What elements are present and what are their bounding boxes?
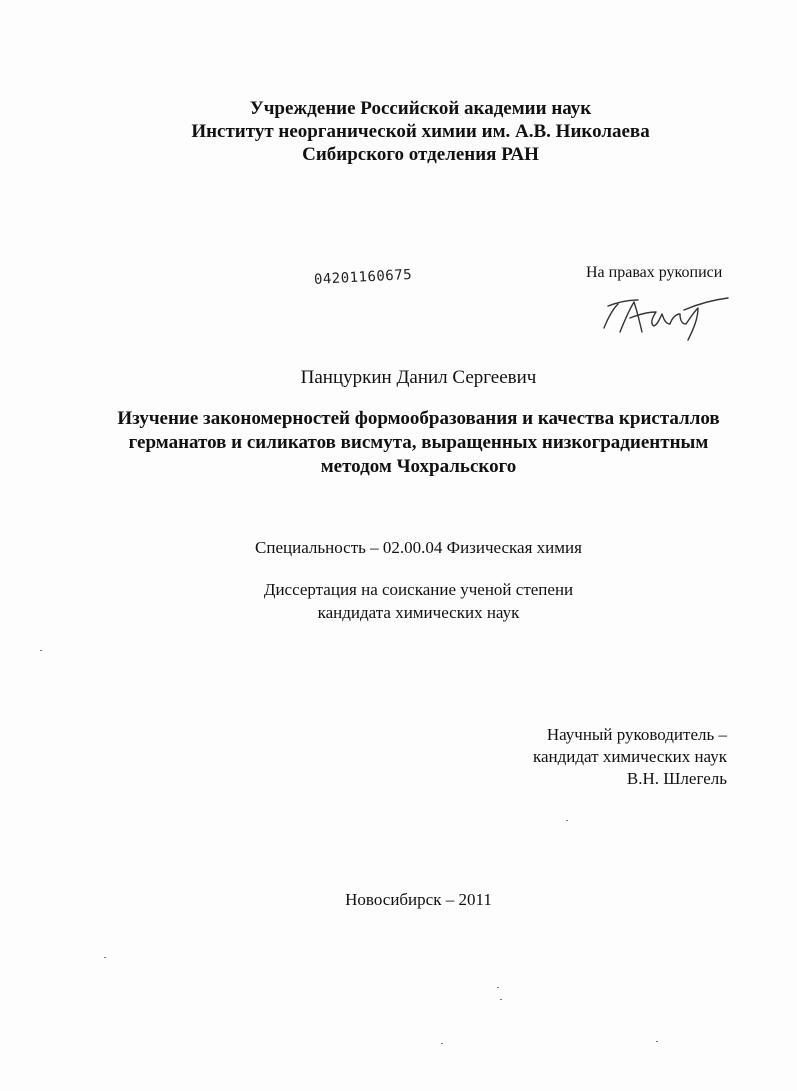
supervisor-rank: кандидат химических наук [533, 747, 727, 766]
scan-speck [497, 987, 499, 988]
author-signature [594, 288, 730, 342]
scan-speck [441, 1043, 443, 1044]
degree-line-2: кандидата химических наук [317, 603, 520, 622]
scan-speck [566, 820, 568, 821]
title-line-2: германатов и силикатов висмута, выращенных низкоградиентным [128, 432, 709, 453]
city-year-footer [20, 889, 797, 911]
supervisor-role: Научный руководитель – [546, 725, 727, 744]
specialty [20, 537, 797, 559]
rights-note: На правах рукописи [586, 264, 723, 281]
supervisor-name: В.Н. Шлегель [626, 769, 727, 788]
scan-speck [104, 957, 106, 958]
institution-line-2: Институт неорганической химии им. А.В. Николаева [191, 121, 650, 142]
institution-line-3: Сибирского отделения РАН [302, 144, 539, 165]
dissertation-title [20, 407, 797, 479]
scan-speck [40, 650, 42, 651]
specialty-text: Специальность – 02.00.04 Физическая химия [255, 538, 582, 557]
degree-statement [20, 578, 797, 624]
archive-stamp-number: 04201160675 [313, 266, 413, 288]
author-name-text: Панцуркин Данил Сергеевич [300, 367, 537, 388]
title-line-1: Изучение закономерностей формообразования и качества кристаллов [117, 408, 720, 429]
institution-line-1: Учреждение Российской академии наук [249, 98, 592, 119]
city-year-text: Новосибирск – 2011 [345, 890, 492, 909]
scientific-supervisor [533, 724, 727, 790]
author-name [20, 366, 797, 389]
title-line-3: методом Чохральского [320, 456, 517, 477]
degree-line-1: Диссертация на соискание ученой степени [263, 580, 574, 599]
scan-speck [656, 1041, 658, 1042]
scan-speck [500, 999, 502, 1000]
institution-header [22, 97, 797, 166]
